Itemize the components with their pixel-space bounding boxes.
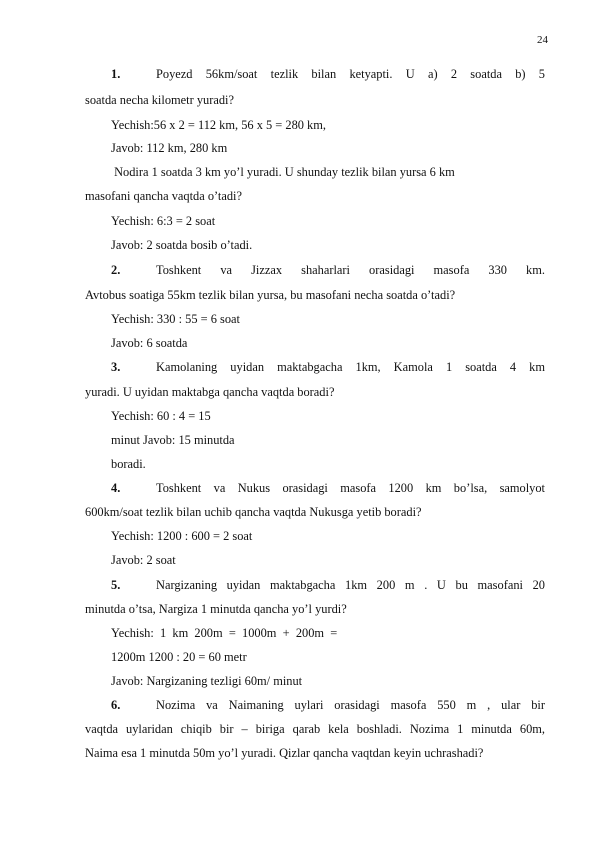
solution-text: Yechish: 1200 : 600 = 2 soat: [111, 529, 253, 543]
answer-text: minut Javob: 15 minutda: [111, 433, 235, 447]
answer-text: Javob: Nargizaning tezligi 60m/ minut: [111, 674, 303, 688]
answer-text: Javob: 2 soat: [111, 553, 176, 567]
problem-number: 6.: [111, 698, 121, 712]
solution-text: Yechish:56 x 2 = 112 km, 56 x 5 = 280 km,: [111, 118, 326, 132]
problem-text: soatda necha kilometr yuradi?: [85, 93, 234, 107]
answer-text: Javob: 112 km, 280 km: [111, 141, 228, 155]
problem-text: masofani qancha vaqtda o’tadi?: [85, 189, 243, 203]
answer-text: Javob: 6 soatda: [111, 336, 188, 350]
problem-number: 2.: [111, 263, 121, 277]
solution-text: Yechish: 1 km 200m = 1000m + 200m =: [111, 626, 338, 640]
problem-text: Nodira 1 soatda 3 km yo’l yuradi. U shunday tezlik bilan yursa 6 km: [111, 165, 455, 179]
problem-text: 600km/soat tezlik bilan uchib qancha vaqtda Nukusga yetib boradi?: [85, 505, 422, 519]
solution-text: Yechish: 330 : 55 = 6 soat: [111, 312, 240, 326]
answer-text: Javob: 2 soatda bosib o’tadi.: [111, 238, 253, 252]
problem-number: 3.: [111, 360, 121, 374]
problem-text: Poyezd 56km/soat tezlik bilan ketyapti. U a) 2 soatda b) 5: [156, 67, 545, 81]
problem-text: Kamolaning uyidan maktabgacha 1km, Kamola 1 soatda 4 km: [156, 360, 545, 374]
solution-text: Yechish: 60 : 4 = 15: [111, 409, 211, 423]
solution-text: 1200m 1200 : 20 = 60 metr: [111, 650, 247, 664]
problem-number: 1.: [111, 67, 121, 81]
solution-text: Yechish: 6:3 = 2 soat: [111, 214, 216, 228]
problem-text: minutda o’tsa, Nargiza 1 minutda qancha yo’l yurdi?: [85, 602, 347, 616]
problem-text: yuradi. U uyidan maktabga qancha vaqtda boradi?: [85, 385, 335, 399]
problem-text: Nozima va Naimaning uylari orasidagi masofa 550 m , ular bir: [156, 698, 545, 712]
answer-text: boradi.: [111, 457, 146, 471]
problem-text: vaqtda uylaridan chiqib bir – biriga qarab kela boshladi. Nozima 1 minutda 60m,: [85, 722, 545, 736]
problem-text: Toshkent va Jizzax shaharlari orasidagi masofa 330 km.: [156, 263, 545, 277]
problem-text: Naima esa 1 minutda 50m yo’l yuradi. Qizlar qancha vaqtdan keyin uchrashadi?: [85, 746, 484, 760]
problem-number: 5.: [111, 578, 121, 592]
problem-text: Nargizaning uyidan maktabgacha 1km 200 m . U bu masofani 20: [156, 578, 545, 592]
problem-number: 4.: [111, 481, 121, 495]
problem-text: Avtobus soatiga 55km tezlik bilan yursa, bu masofani necha soatda o’tadi?: [85, 288, 456, 302]
page-number: 24: [537, 34, 548, 46]
problem-text: Toshkent va Nukus orasidagi masofa 1200 km bo’lsa, samolyot: [156, 481, 545, 495]
